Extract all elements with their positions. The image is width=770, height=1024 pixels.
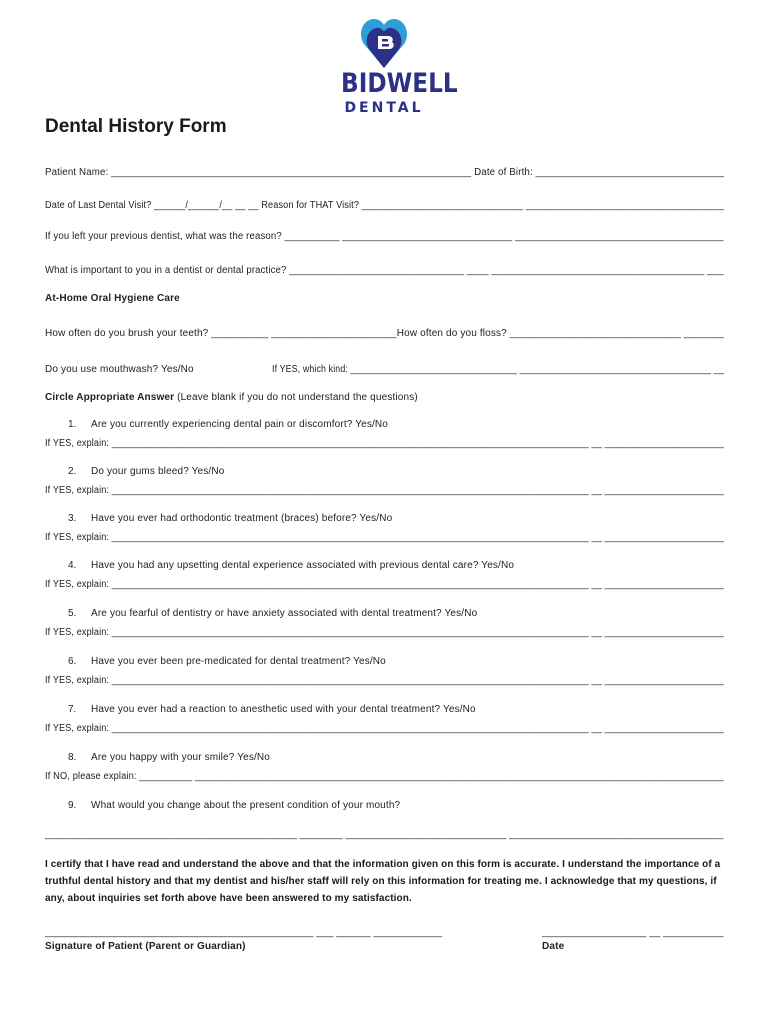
explain-field[interactable]: If YES, explain: ____________________________________________________________________________________________ __ _______________________ [45, 438, 724, 449]
question-text[interactable]: Are you happy with your smile? Yes/No [91, 752, 270, 763]
circle-note: (Leave blank if you do not understand the questions) [174, 392, 418, 403]
logo-subtitle: DENTAL [344, 100, 424, 116]
question-text[interactable]: Do your gums bleed? Yes/No [91, 466, 225, 477]
explain-field[interactable]: If YES, explain: ____________________________________________________________________________________________ __ _______________________ [45, 627, 724, 638]
circle-instructions [45, 391, 418, 404]
question-number: 1. [68, 419, 77, 430]
mouthwash-question[interactable]: Do you use mouthwash? Yes/No [45, 364, 194, 375]
important-field[interactable]: What is important to you in a dentist or dental practice? ________________________________ ____ _______________________________________ ___ [45, 265, 724, 276]
question-text: What would you change about the present condition of your mouth? [91, 800, 401, 811]
explain-field[interactable]: If YES, explain: ____________________________________________________________________________________________ __ _______________________ [45, 579, 724, 590]
date-label: Date [542, 941, 565, 952]
bidwell-logo [334, 16, 458, 116]
question-number: 2. [68, 466, 77, 477]
signature-label: Signature of Patient (Parent or Guardian) [45, 941, 246, 952]
explain-field[interactable]: If YES, explain: ____________________________________________________________________________________________ __ _______________________ [45, 675, 724, 686]
certification-text: I certify that I have read and understand the above and that the information given on this form is accurate. I understand the importance of a truthful dental history and that my dentist and his/her staff will rely on this information for treating me. I acknowledge that my questions, if any, about inquiries set forth above have been answered to my satisfaction. [45, 859, 721, 904]
question-number: 7. [68, 704, 77, 715]
left-reason-field[interactable]: If you left your previous dentist, what was the reason? __________ _______________________________ ______________________________________ [45, 231, 724, 242]
patient-name-field[interactable]: Patient Name: _________________________________________________________________ Date of Birth: __________________________________ [45, 167, 724, 178]
explain-field[interactable]: If NO, please explain: __________ ____________________________________________________________________________________________________ [45, 771, 724, 782]
question-text[interactable]: Are you fearful of dentistry or have anxiety associated with dental treatment? Yes/No [91, 608, 478, 619]
question-number: 8. [68, 752, 77, 763]
brush-floss-field[interactable]: How often do you brush your teeth? __________ ______________________How often do you floss? ______________________________ _______ [45, 328, 724, 339]
page-title: Dental History Form [45, 116, 227, 137]
question-text[interactable]: Have you had any upsetting dental experience associated with previous dental care? Yes/No [91, 560, 515, 571]
signature-line[interactable]: _______________________________________________ ___ ______ ____________ [45, 927, 443, 938]
logo-wordmark: BIDWELL [341, 68, 458, 99]
question-number: 4. [68, 560, 77, 571]
question-number: 9. [68, 800, 77, 811]
question-text[interactable]: Have you ever been pre-medicated for dental treatment? Yes/No [91, 656, 386, 667]
question-number: 3. [68, 513, 77, 524]
explain-field[interactable]: If YES, explain: ____________________________________________________________________________________________ __ _______________________ [45, 532, 724, 543]
explain-field[interactable]: If YES, explain: ____________________________________________________________________________________________ __ _______________________ [45, 485, 724, 496]
question-number: 6. [68, 656, 77, 667]
question-text[interactable]: Are you currently experiencing dental pain or discomfort? Yes/No [91, 419, 388, 430]
change-answer-field[interactable]: _______________________________________________ ________ ______________________________ ________________________________________ [45, 829, 724, 840]
mouthwash-kind-field[interactable]: If YES, which kind: _________________________________ ______________________________________ __ [272, 364, 724, 375]
last-visit-field[interactable]: Date of Last Dental Visit? ______/______/__ __ __ Reason for THAT Visit? _______________________________ ______________________________________ [45, 200, 725, 211]
oral-hygiene-heading: At-Home Oral Hygiene Care [45, 293, 180, 304]
question-text[interactable]: Have you ever had orthodontic treatment (braces) before? Yes/No [91, 513, 393, 524]
explain-field[interactable]: If YES, explain: ____________________________________________________________________________________________ __ _______________________ [45, 723, 724, 734]
circle-heading: Circle Appropriate Answer [45, 392, 175, 403]
tooth-b-icon [359, 16, 409, 70]
question-number: 5. [68, 608, 77, 619]
question-text[interactable]: Have you ever had a reaction to anesthetic used with your dental treatment? Yes/No [91, 704, 476, 715]
date-line[interactable]: ___________________ __ ___________ [542, 927, 724, 938]
